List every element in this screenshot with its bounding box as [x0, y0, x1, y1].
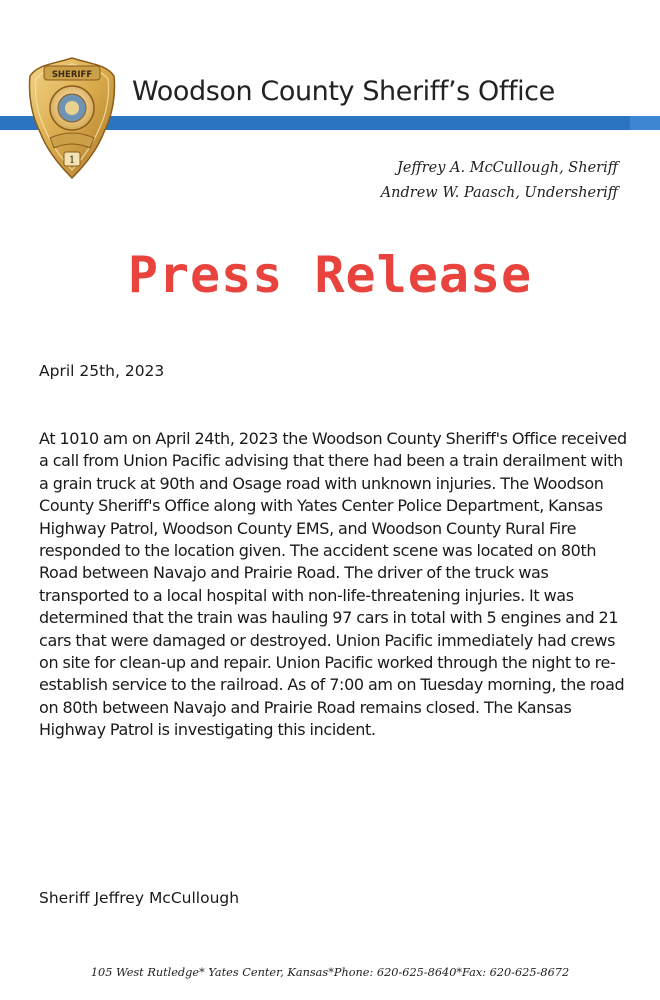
sheriff-name: Jeffrey A. McCullough, Sheriff — [397, 160, 618, 176]
undersheriff-name: Andrew W. Paasch, Undersheriff — [380, 185, 618, 201]
office-title: Woodson County Sheriff’s Office — [132, 76, 555, 107]
header-blue-bar-cap — [630, 116, 660, 130]
badge-number: 1 — [68, 155, 76, 166]
signature: Sheriff Jeffrey McCullough — [39, 889, 240, 907]
release-date: April 25th, 2023 — [39, 362, 165, 380]
release-body: At 1010 am on April 24th, 2023 the Woodson County Sheriff's Office received a call from Union Pacific advising that there had been a train derailment with a grain truck at 90th and Osage road with unknown injuries. The Woodson County Sheriff's Office along with Yates Center Police Department, Kansas Highway Patrol, Woodson County EMS, and Woodson County Rural Fire responded to the location given. The accident scene was located on 80th Road between Navajo and Prairie Road. The driver of the truck was transported to a local hospital with non-life-threatening injuries. It was determined that the train was hauling 97 cars in total with 5 engines and 21 cars that were damaged or destroyed. Union Pacific immediately had crews on site for clean-up and repair. Union Pacific worked through the night to re-establish service to the railroad. As of 7:00 am on Tuesday morning, the road on 80th between Navajo and Prairie Road remains closed. The Kansas Highway Patrol is investigating this incident. — [39, 429, 627, 740]
press-release-title: Press Release — [127, 246, 533, 304]
officials-block — [381, 156, 618, 206]
sheriff-badge-icon — [24, 56, 120, 180]
footer-address: 105 West Rutledge* Yates Center, Kansas*Phone: 620-625-8640*Fax: 620-625-8672 — [90, 966, 570, 979]
badge-top-text: SHERIFF — [51, 70, 93, 80]
